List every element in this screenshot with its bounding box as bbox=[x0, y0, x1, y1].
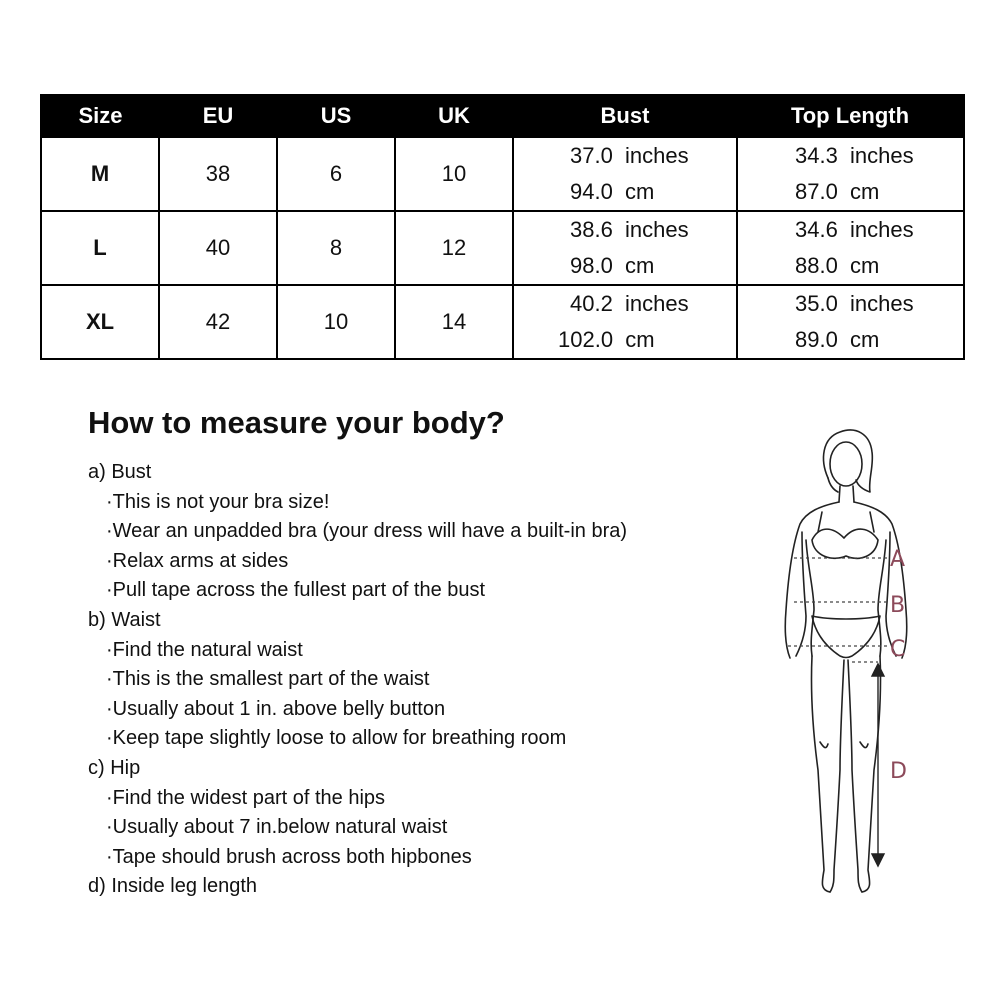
top-length-cell bbox=[737, 137, 964, 211]
guide-instruction: ·Find the widest part of the hips bbox=[106, 786, 386, 809]
top-length-cm: 89.0 cm bbox=[795, 327, 880, 352]
size-cell: XL bbox=[41, 285, 159, 359]
header-us: US bbox=[277, 95, 395, 137]
bust-inches: 38.6 inches bbox=[570, 217, 689, 242]
bust-cm: 94.0 cm bbox=[570, 179, 655, 204]
measure-guide-title: How to measure your body? bbox=[88, 405, 505, 440]
size-chart-header-row bbox=[41, 95, 964, 137]
top-length-cell bbox=[737, 211, 964, 285]
top-length-inches: 35.0 inches bbox=[795, 291, 914, 316]
label-a: A bbox=[890, 547, 906, 572]
top-length-cm: 88.0 cm bbox=[795, 253, 880, 278]
uk-cell: 14 bbox=[395, 285, 513, 359]
guide-section-heading: c) Hip bbox=[88, 756, 141, 779]
guide-instruction: ·This is not your bra size! bbox=[106, 490, 330, 513]
us-cell: 6 bbox=[277, 137, 395, 211]
table-row bbox=[41, 211, 964, 285]
guide-instruction: ·Wear an unpadded bra (your dress will have a built-in bra) bbox=[106, 520, 628, 543]
bust-cell bbox=[513, 137, 737, 211]
header-uk: UK bbox=[395, 95, 513, 137]
bust-cm: 102.0 cm bbox=[558, 327, 655, 352]
us-cell: 8 bbox=[277, 211, 395, 285]
inseam-arrow bbox=[872, 664, 884, 866]
guide-section-heading: b) Waist bbox=[88, 608, 161, 631]
eu-cell: 38 bbox=[159, 137, 277, 211]
header-top-length: Top Length bbox=[737, 95, 964, 137]
guide-instruction: ·Usually about 7 in.below natural waist bbox=[106, 816, 448, 839]
bust-inches: 40.2 inches bbox=[570, 291, 689, 316]
top-length-cell bbox=[737, 285, 964, 359]
label-d: D bbox=[890, 759, 907, 784]
body-measurement-figure bbox=[760, 420, 960, 910]
table-row bbox=[41, 285, 964, 359]
body-outline bbox=[785, 430, 907, 892]
us-cell: 10 bbox=[277, 285, 395, 359]
bust-cell bbox=[513, 285, 737, 359]
guide-instruction: ·Usually about 1 in. above belly button bbox=[106, 697, 446, 720]
uk-cell: 10 bbox=[395, 137, 513, 211]
guide-instruction: ·Keep tape slightly loose to allow for breathing room bbox=[106, 727, 567, 750]
guide-instruction: ·Tape should brush across both hipbones bbox=[106, 845, 472, 868]
header-size: Size bbox=[41, 95, 159, 137]
bust-inches: 37.0 inches bbox=[570, 143, 689, 168]
eu-cell: 40 bbox=[159, 211, 277, 285]
table-row bbox=[41, 137, 964, 211]
guide-section-heading: d) Inside leg length bbox=[88, 875, 258, 898]
size-cell: L bbox=[41, 211, 159, 285]
label-c: C bbox=[890, 637, 906, 662]
size-cell: M bbox=[41, 137, 159, 211]
bust-cm: 98.0 cm bbox=[570, 253, 655, 278]
header-eu: EU bbox=[159, 95, 277, 137]
guide-instruction: ·Find the natural waist bbox=[106, 638, 303, 661]
top-length-inches: 34.3 inches bbox=[795, 143, 914, 168]
label-b: B bbox=[890, 593, 906, 618]
header-bust: Bust bbox=[513, 95, 737, 137]
top-length-cm: 87.0 cm bbox=[795, 179, 880, 204]
guide-section-heading: a) Bust bbox=[88, 461, 152, 483]
measure-guide-list bbox=[88, 458, 627, 902]
bust-cell bbox=[513, 211, 737, 285]
top-length-inches: 34.6 inches bbox=[795, 217, 914, 242]
guide-instruction: ·Relax arms at sides bbox=[106, 549, 289, 572]
eu-cell: 42 bbox=[159, 285, 277, 359]
guide-instruction: ·This is the smallest part of the waist bbox=[106, 668, 430, 691]
size-chart-table bbox=[40, 94, 965, 360]
guide-instruction: ·Pull tape across the fullest part of the bust bbox=[106, 579, 486, 602]
uk-cell: 12 bbox=[395, 211, 513, 285]
